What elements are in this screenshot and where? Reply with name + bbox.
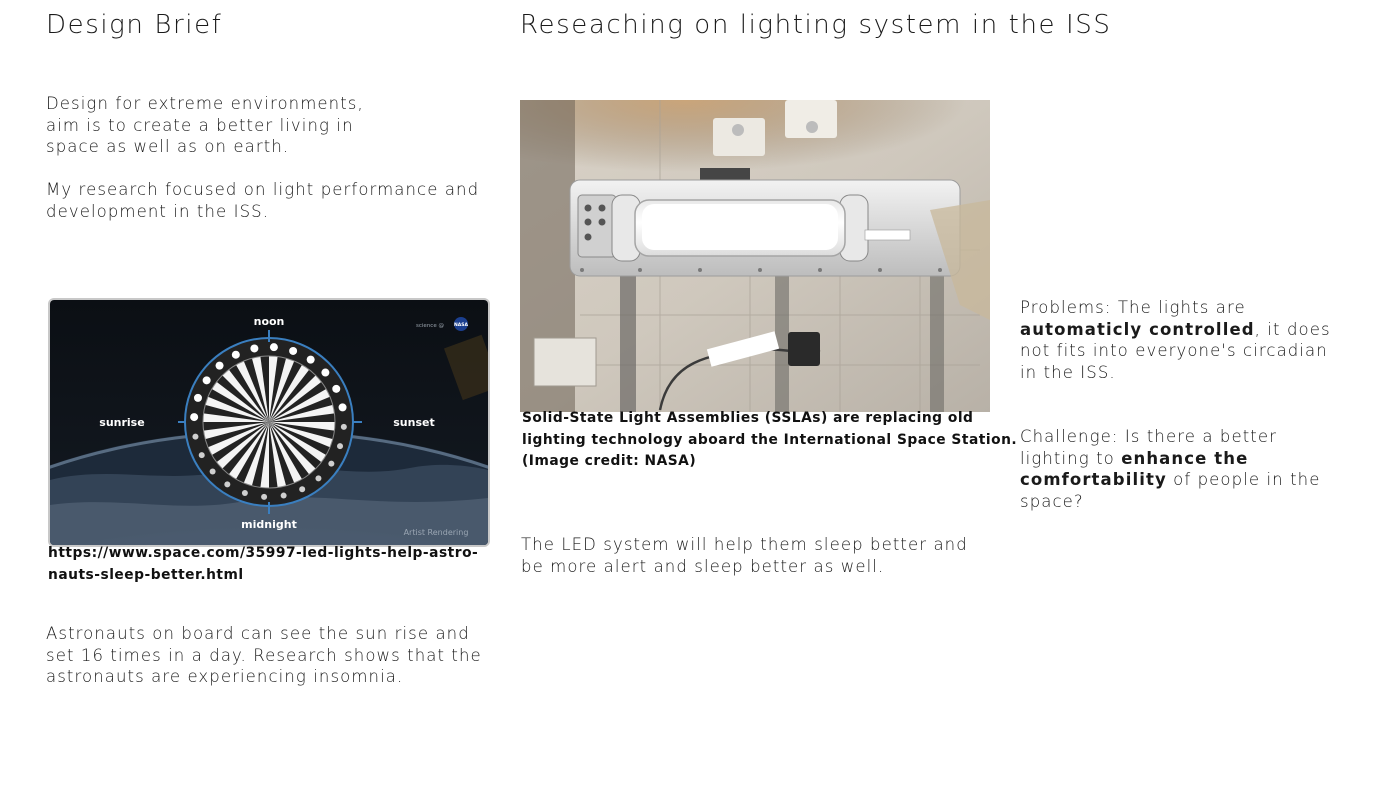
sun-icon: [332, 385, 340, 393]
midnight-label: midnight: [241, 518, 297, 531]
moon-icon: [337, 443, 343, 449]
text-line: My research focused on light performance and: [46, 180, 480, 199]
label-plate: [865, 230, 910, 240]
moon-icon: [210, 468, 216, 474]
emphasis-text: enhance the: [1121, 448, 1249, 468]
text-line: set 16 times in a day. Research shows that the: [46, 645, 482, 665]
control-knob-icon: [599, 219, 606, 226]
astronaut-insomnia-text: [46, 623, 482, 688]
strap: [930, 275, 944, 412]
moon-icon: [299, 486, 305, 492]
text-line: [1020, 319, 1331, 341]
sun-icon: [194, 394, 202, 402]
text-line: in the ISS.: [1020, 362, 1116, 382]
sun-icon: [216, 362, 224, 370]
sun-icon: [203, 376, 211, 384]
text-line: [1020, 448, 1320, 470]
text-line: The LED system will help them sleep better and: [521, 535, 968, 554]
text-line: Challenge: Is there a better: [1020, 427, 1277, 446]
moon-icon: [341, 424, 347, 430]
text-line: Astronauts on board can see the sun rise and: [46, 624, 470, 643]
moon-icon: [281, 493, 287, 499]
text-line: not fits into everyone's circadian: [1020, 341, 1328, 361]
text-line: be more alert and sleep better as well.: [521, 556, 885, 576]
text-line: Design for extreme environments,: [46, 94, 364, 113]
control-panel: [578, 195, 616, 257]
artist-rendering-watermark: Artist Rendering: [403, 528, 469, 537]
emphasis-text: comfortability: [1020, 470, 1167, 490]
sun-icon: [250, 344, 258, 352]
text-line: [1020, 469, 1320, 491]
strap: [620, 270, 636, 412]
moon-icon: [261, 494, 267, 500]
text-fragment: of people in the: [1166, 470, 1321, 490]
text-line: aim is to create a better living in: [46, 115, 354, 135]
sensor-box: [713, 118, 765, 156]
moon-icon: [224, 481, 230, 487]
text-line: Problems: The lights are: [1020, 298, 1246, 317]
text-line: development in the ISS.: [46, 201, 270, 221]
research-title: Reseaching on lighting system in the ISS: [520, 10, 1112, 40]
text-fragment: , it does: [1254, 319, 1331, 339]
control-knob-icon: [585, 205, 592, 212]
sunrise-label: sunrise: [99, 416, 145, 429]
ssla-photo-svg: [520, 100, 990, 412]
design-brief-title: Design Brief: [46, 10, 223, 40]
emphasis-text: automaticly controlled: [1020, 319, 1255, 339]
sun-icon: [270, 343, 278, 351]
device-box: [534, 338, 596, 386]
challenge-text: [1020, 426, 1320, 512]
caption-line: Solid-State Light Assemblies (SSLAs) are replacing old: [522, 410, 974, 426]
moon-icon: [328, 461, 334, 467]
sun-icon: [307, 356, 315, 364]
moon-icon: [199, 452, 205, 458]
control-knob-icon: [585, 234, 592, 241]
sensor-lens-icon: [806, 121, 818, 133]
moon-icon: [242, 490, 248, 496]
link-line[interactable]: https://www.space.com/35997-led-lights-help-astro-: [48, 545, 479, 561]
text-line: space as well as on earth.: [46, 137, 290, 157]
source-link[interactable]: [48, 543, 478, 586]
dial-ring: [185, 338, 353, 506]
noon-label: noon: [253, 315, 285, 328]
strap: [775, 270, 789, 412]
brief-intro-text: [46, 93, 364, 158]
sun-icon: [232, 351, 240, 359]
text-fragment: lighting to: [1020, 448, 1122, 468]
caption-line: lighting technology aboard the International Space Station.: [522, 431, 1018, 448]
sensor-lens-icon: [732, 124, 744, 136]
ssla-lamp-photo: [520, 100, 990, 412]
moon-icon: [315, 475, 321, 481]
ssla-caption: [522, 408, 1017, 473]
caption-line: (Image credit: NASA): [522, 453, 697, 469]
device-pack: [788, 332, 820, 366]
sun-icon: [190, 413, 198, 421]
sunset-label: sunset: [393, 416, 435, 429]
science-credit-text: science @: [416, 323, 444, 329]
sun-icon: [289, 347, 297, 355]
led-benefit-text: [521, 534, 968, 577]
control-knob-icon: [599, 205, 606, 212]
light-glare: [642, 204, 838, 250]
text-line: space?: [1020, 491, 1084, 511]
problems-text: [1020, 297, 1331, 383]
brief-focus-text: [46, 179, 479, 222]
link-line[interactable]: nauts-sleep-better.html: [48, 566, 244, 583]
control-knob-icon: [585, 219, 592, 226]
sun-icon: [321, 369, 329, 377]
nasa-logo-text: NASA: [454, 323, 468, 328]
circadian-diagram-image: [48, 298, 490, 547]
sun-icon: [339, 403, 347, 411]
text-line: astronauts are experiencing insomnia.: [46, 667, 404, 687]
circadian-diagram-svg: [50, 300, 488, 545]
moon-icon: [192, 434, 198, 440]
